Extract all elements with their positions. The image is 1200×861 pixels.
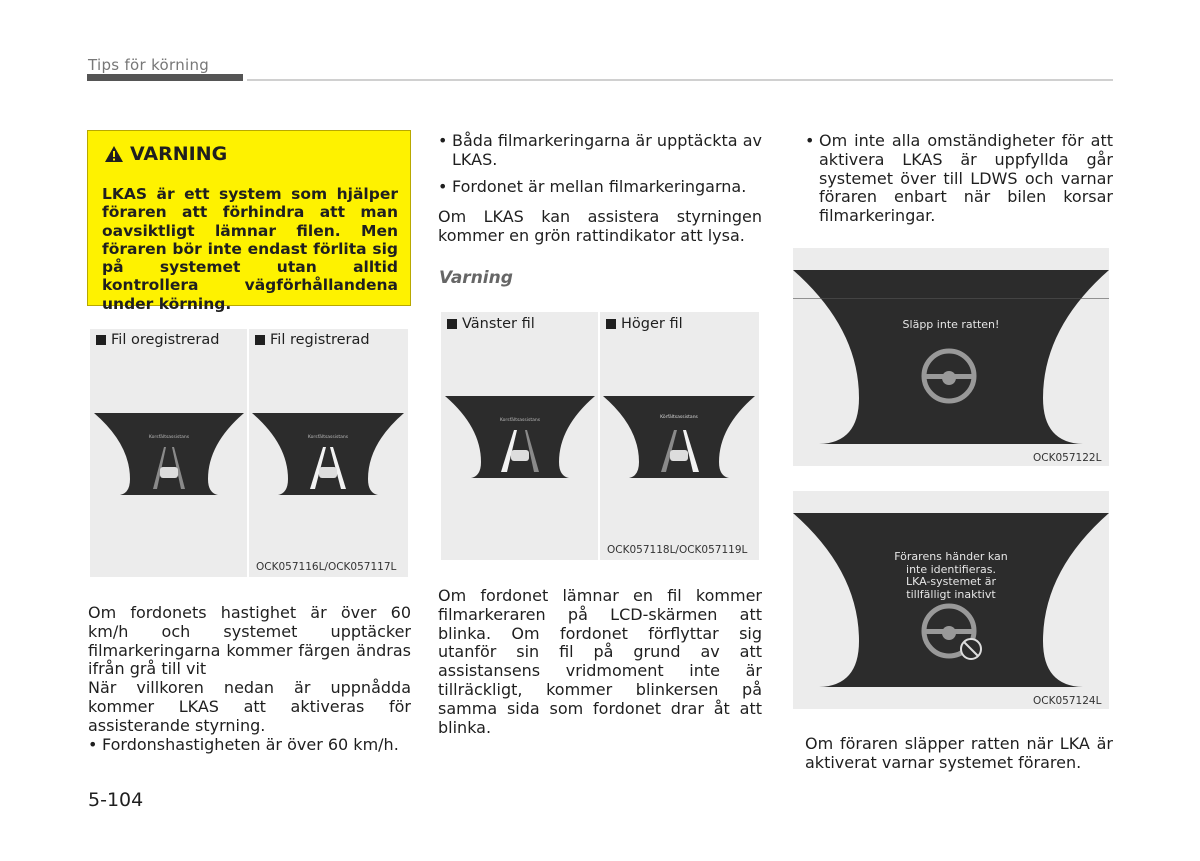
warning-triangle-icon: [104, 145, 124, 163]
section-title: Tips för körning: [88, 56, 210, 74]
screen-caption: Korsfältsassistans: [307, 435, 349, 440]
paragraph: När villkoren nedan är uppnådda kommer LKAS att aktiveras för assisterande styrning.: [88, 678, 411, 735]
middle-text-top: [438, 132, 762, 246]
figure-lane-departure: [441, 312, 759, 560]
figure-hands-off-warning: [793, 248, 1109, 466]
list-item: • Fordonet är mellan filmarkeringarna.: [438, 176, 747, 196]
paragraph: Om föraren släpper ratten när LKA är aktiverat varnar systemet föraren.: [805, 734, 1113, 772]
paragraph: Om fordonet lämnar en fil kommer filmarkeraren på LCD-skärmen att blinka. Om fordonet förflyttar sig utanför sin fil på grund av att assistansens vridmoment inte är tillräckligt, kommer blinkersen på samma sida som fordonet drar åt att blinka.: [438, 586, 762, 737]
subheading: Varning: [439, 268, 513, 288]
list-item: • Fordonshastigheten är över 60 km/h.: [88, 734, 399, 754]
paragraph: Om fordonets hastighet är över 60 km/h och systemet upptäcker filmarkeringarna kommer färgen ändras ifrån grå till vit: [88, 603, 411, 679]
warning-box: [87, 130, 411, 313]
figure-code: OCK057116L/OCK057117L: [256, 561, 397, 573]
warning-title: VARNING: [130, 143, 228, 165]
figure-code: OCK057124L: [1033, 695, 1102, 707]
screen-caption: Korsfältsassistans: [148, 435, 190, 440]
figure-lane-detection: [90, 329, 408, 577]
screen-message: Släpp inte ratten!: [902, 318, 1000, 331]
paragraph: Om LKAS kan assistera styrningen kommer en grön rattindikator att lysa.: [438, 207, 762, 246]
figure-label-a: Fil oregistrerad: [96, 332, 219, 348]
left-text: [88, 604, 411, 754]
screen-message: Förarens händer kan inte identifieras. LKA-systemet är tillfälligt inaktivt: [894, 550, 1008, 601]
figure-code: OCK057118L/OCK057119L: [607, 544, 748, 556]
figure-label-b: Fil registrerad: [255, 332, 370, 348]
cluster-screens: [441, 312, 759, 560]
list-item: • Om inte alla omständigheter för att aktivera LKAS är uppfyllda går systemet över till LDWS och varnar föraren enbart när bilen korsar filmarkeringar.: [805, 131, 1113, 226]
screen-caption: Korsfältsassistans: [499, 418, 541, 423]
header-rule: [247, 79, 1113, 81]
warning-body: LKAS är ett system som hjälper föraren att förhindra att man oavsiktligt lämnar filen. Men föraren bör inte endast förlita sig på systemet utan alltid kontrollera vägförhållandena under körning.: [102, 185, 398, 313]
screen-caption: Körfältsassistans: [660, 415, 698, 420]
warning-heading: [104, 143, 398, 165]
cluster-screens: [90, 329, 408, 577]
right-text-top: [805, 132, 1113, 226]
figure-code: OCK057122L: [1033, 452, 1102, 464]
page-number: 5-104: [88, 789, 144, 811]
figure-label-a: Vänster fil: [447, 316, 535, 332]
figure-hands-not-detected: [793, 491, 1109, 709]
header-bar: [87, 74, 243, 81]
prohibited-icon: [961, 639, 981, 659]
list-item: • Båda filmarkeringarna är upptäckta av LKAS.: [438, 131, 762, 169]
figure-label-b: Höger fil: [606, 316, 683, 332]
